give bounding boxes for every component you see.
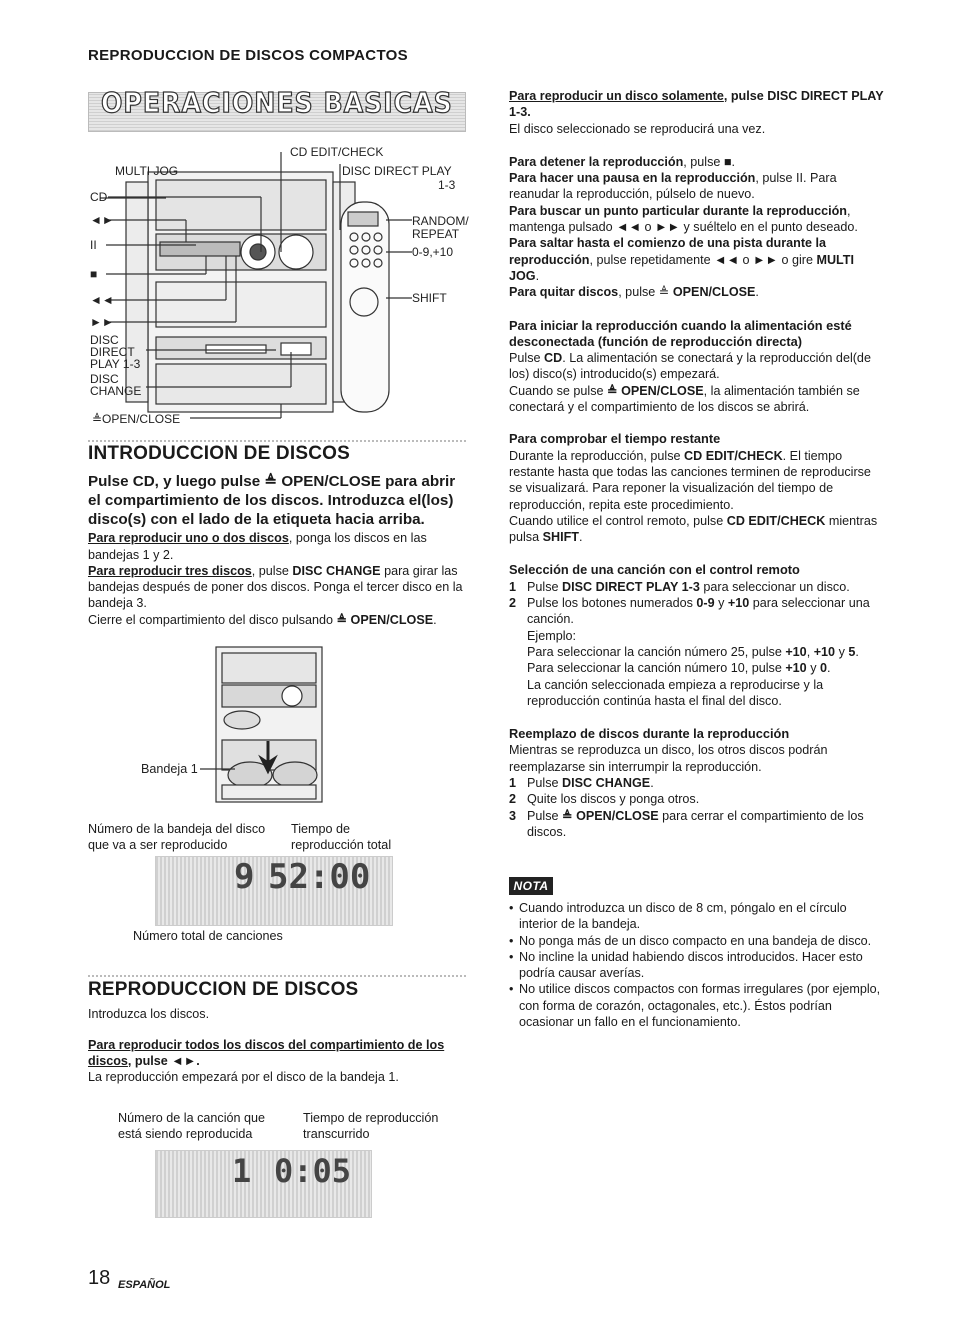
label-cd-edit-check: CD EDIT/CHECK [290, 145, 384, 159]
stop-text: Para detener la reproducción, pulse ■. [509, 154, 735, 169]
stereo-diagram [86, 142, 476, 432]
repro-sub-text: La reproducción empezará por el disco de la bandeja 1. [88, 1070, 399, 1085]
banner [88, 86, 466, 132]
select-example: Ejemplo: [527, 628, 576, 643]
divider [88, 975, 466, 977]
intro-section [88, 443, 466, 628]
replace-step-3: Pulse ≜ OPEN/CLOSE para cerrar el compartimiento de los discos. [527, 808, 864, 839]
select-steps: 1 Pulse DISC DIRECT PLAY 1-3 para seleccionar un disco. 2 Pulse los botones numerados 0-9 y +10 para seleccionar una canción. Ejemplo: Para seleccionar la canción número 25, pulse +10, +10 y 5. Para seleccionar la canción número 10, pulse +10 y 0. La canción seleccionada empieza a reproducirse y la reproducción continúa hasta el final del disco. [509, 579, 887, 709]
label-disc-direct-3: PLAY 1-3 [90, 357, 141, 371]
intro-heading: INTRODUCCION DE DISCOS [88, 443, 350, 464]
label-stop: ■ [90, 267, 98, 281]
repro-intro: Introduzca los discos. [88, 1007, 210, 1022]
tray-label: Bandeja 1 [141, 762, 198, 776]
direct-play-text-1: Pulse CD. La alimentación se conectará y la reproducción del(de los) disco(s) introducido(s) empezará. [509, 351, 871, 382]
label-repeat: REPEAT [412, 227, 460, 241]
label-disc-direct-play: DISC DIRECT PLAY [342, 164, 452, 178]
label-multi-jog: MULTI JOG [115, 164, 179, 178]
disp1-caption-right: Tiempo de reproducción total [291, 822, 392, 852]
label-shift: SHIFT [412, 291, 447, 305]
nota-badge: NOTA [509, 877, 553, 895]
repro-section [88, 979, 466, 1085]
section-title: REPRODUCCION DE DISCOS COMPACTOS [88, 47, 408, 64]
tray-illustration [140, 645, 400, 805]
label-random: RANDOM/ [412, 214, 469, 228]
remaining-text-1: Durante la reproducción, pulse CD EDIT/CHECK. El tiempo restante hasta que todas las canciones terminen de reproducirse se visualizará. Para reponer la visualización del tiempo de reproducción, repita este procedimiento. [509, 448, 871, 512]
intro-lead: Pulse CD, y luego pulse ≜ OPEN/CLOSE para abrir el compartimiento de los discos. Introduzca el(los) disco(s) con el lado de la etiqueta hacia arriba. [88, 473, 456, 529]
notes-list: • Cuando introduzca un disco de 8 cm, póngalo en el círculo interior de la bandeja. • No ponga más de un disco compacto en una bandeja de disco. • No incline la unidad habiendo discos introducidos. Hacer esto podría causar averías. • No utilice discos compactos con formas irregulares (por ejemplo, con forma de corazón, octagonales, etc.). Éstos podrían ocasionar un fallo en el funcionamiento. [509, 900, 887, 1030]
select-heading: Selección de una canción con el control remoto [509, 562, 800, 578]
note-item: No utilice discos compactos con formas irregulares (por ejemplo, con forma de corazón, octagonales, etc.). Éstos podrían ocasionar un fallo en el funcionamiento. [519, 982, 881, 1030]
single-disc-text: El disco seleccionado se reproducirá una vez. [509, 121, 766, 136]
select-example-1: Para seleccionar la canción número 25, pulse +10, +10 y 5. [527, 644, 859, 659]
label-numbers: 0-9,+10 [412, 245, 454, 259]
label-pause: II [90, 238, 97, 252]
page-language: ESPAÑOL [118, 1279, 171, 1291]
replace-step-1: Pulse DISC CHANGE. [527, 775, 654, 790]
lcd-track-number: 1 [232, 1152, 252, 1190]
intro-p3: Cierre el compartimiento del disco pulsando ≜ OPEN/CLOSE. [88, 612, 437, 627]
remaining-text-2: Cuando utilice el control remoto, pulse CD EDIT/CHECK mientras pulsa SHIFT. [509, 513, 878, 545]
note-item: No incline la unidad habiendo discos introducidos. Hacer esto podría causar averías. [519, 949, 863, 981]
remove-text: Para quitar discos, pulse ≜ OPEN/CLOSE. [509, 285, 759, 300]
label-rewind: ◄◄ [90, 293, 114, 307]
stereo-unit-illustration [86, 142, 476, 432]
replace-steps: 1 Pulse DISC CHANGE. 2 Quite los discos y ponga otros. 3 Pulse ≜ OPEN/CLOSE para cerrar el compartimiento de los discos. [509, 775, 887, 840]
note-item: No ponga más de un disco compacto en una bandeja de disco. [519, 933, 872, 948]
label-forward: ►► [90, 315, 114, 329]
select-step-2: Pulse los botones numerados 0-9 y +10 para seleccionar una canción. [527, 596, 870, 627]
direct-play-heading: Para iniciar la reproducción cuando la alimentación esté desconectada (función de reproducción directa) [509, 317, 852, 349]
remaining-heading: Para comprobar el tiempo restante [509, 431, 721, 447]
select-example-2: Para seleccionar la canción número 10, pulse +10 y 0. [527, 661, 831, 676]
replace-step-2: Quite los discos y ponga otros. [527, 792, 700, 807]
lcd-display-total [155, 856, 393, 926]
lcd-display-playing [155, 1150, 372, 1218]
disp2-caption-right: Tiempo de reproducción transcurrido [303, 1111, 439, 1141]
replace-text: Mientras se reproduzca un disco, los otros discos podrán reemplazarse sin interrumpir la reproducción. [509, 743, 828, 774]
label-play: ◄► [90, 213, 114, 227]
disp2-caption-left: Número de la canción que está siendo reproducida [118, 1111, 266, 1141]
select-after: La canción seleccionada empieza a reproducirse y la reproducción continúa hasta el final del disco. [527, 677, 824, 708]
pause-text: Para hacer una pausa en la reproducción, pulse II. Para reanudar la reproducción, púlselo de nuevo. [509, 171, 837, 202]
note-item: Cuando introduzca un disco de 8 cm, póngalo en el círculo interior de la bandeja. [519, 901, 847, 932]
disp1-caption-bottom: Número total de canciones [133, 929, 283, 943]
search-text: Para buscar un punto particular durante la reproducción, mantenga pulsado ◄◄ o ►► y suéltelo en el punto deseado. [509, 203, 858, 235]
label-cd: CD [90, 190, 108, 204]
label-disc-direct-1: DISC [90, 333, 119, 347]
right-column [509, 88, 887, 840]
label-disc-direct-2: DIRECT [90, 345, 135, 359]
label-disc-change-2: CHANGE [90, 384, 142, 398]
replace-heading: Reemplazo de discos durante la reproducción [509, 726, 790, 742]
label-open-close: ≜OPEN/CLOSE [92, 412, 181, 426]
lcd-elapsed-time: 0:05 [274, 1152, 352, 1190]
intro-p1: Para reproducir uno o dos discos, ponga los discos en las bandejas 1 y 2. [88, 531, 427, 562]
direct-play-text-2: Cuando se pulse ≜ OPEN/CLOSE, la alimentación también se conectará y el compartimiento de los discos se abrirá. [509, 383, 860, 415]
lcd-total-time: 52:00 [268, 857, 371, 897]
disp1-caption-left: Número de la bandeja del disco que va a ser reproducido [88, 822, 266, 852]
skip-text: Para saltar hasta el comienzo de una pista durante la reproducción, pulse repetidamente ◄◄ o ►► o gire MULTI JOG. [509, 236, 855, 283]
select-step-1: Pulse DISC DIRECT PLAY 1-3 para seleccionar un disco. [527, 579, 850, 594]
single-disc-heading: Para reproducir un disco solamente, pulse DISC DIRECT PLAY 1-3. [509, 89, 884, 120]
divider [88, 440, 466, 442]
page-number: 18 [88, 1267, 111, 1289]
banner-title: OPERACIONES BASICAS [101, 86, 453, 119]
label-disc-direct-range: 1-3 [438, 178, 456, 192]
label-disc-change-1: DISC [90, 372, 119, 386]
intro-p2: Para reproducir tres discos, pulse DISC CHANGE para girar las bandejas después de poner dos discos. Ponga el tercer disco en la bandeja 3. [88, 563, 463, 611]
lcd-track-count: 9 [234, 857, 255, 897]
tray-diagram [140, 645, 400, 805]
repro-sub: Para reproducir todos los discos del compartimiento de los discos, pulse ◄►. [88, 1037, 445, 1068]
repro-heading: REPRODUCCION DE DISCOS [88, 979, 359, 1000]
